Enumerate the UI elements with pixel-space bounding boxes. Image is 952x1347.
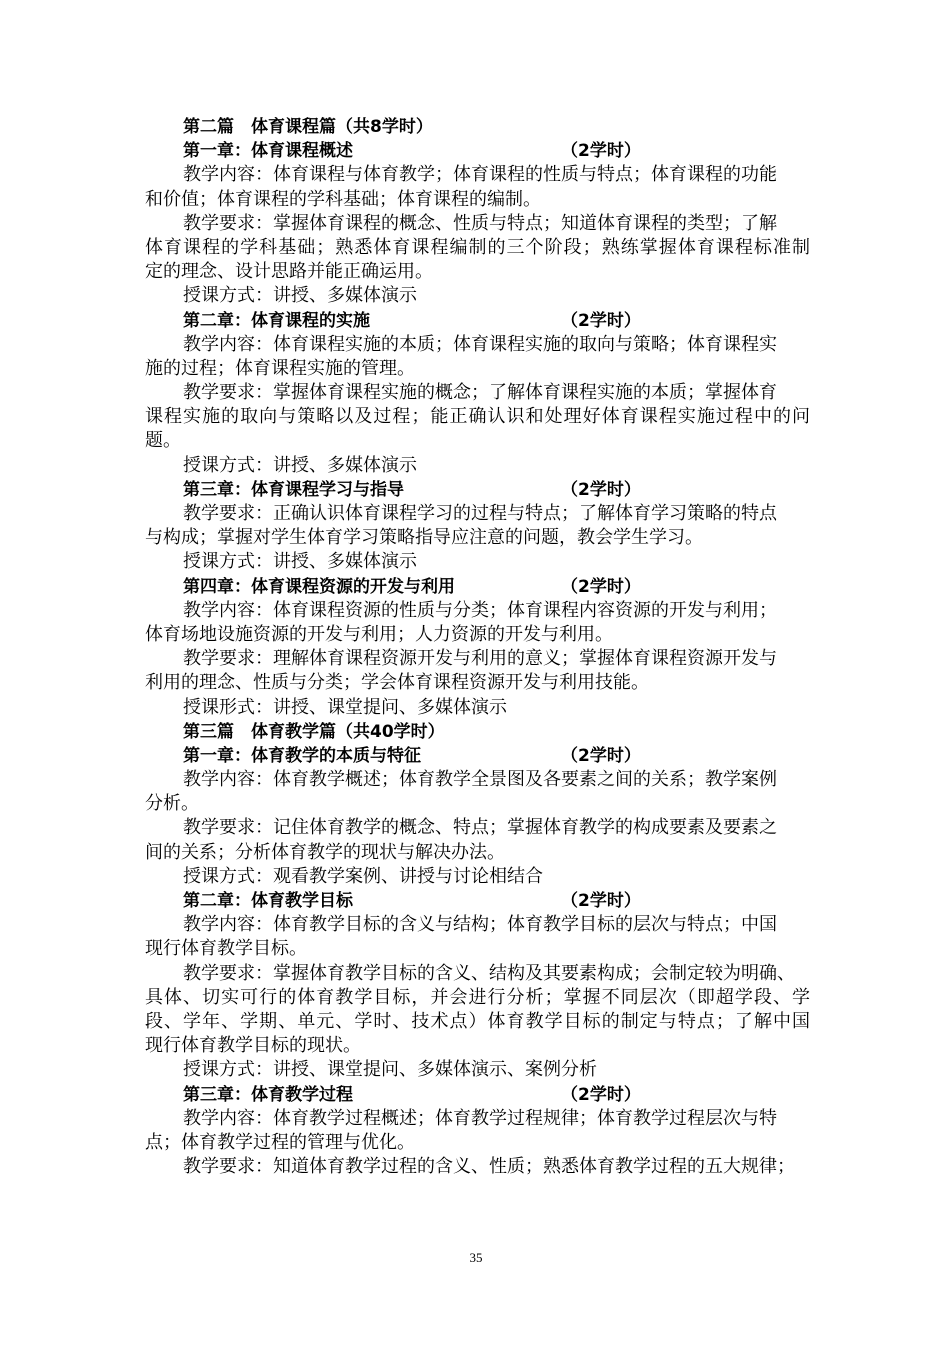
- body-text-line: 授课方式：讲授、多媒体演示: [183, 454, 417, 476]
- heading-hours: （2学时）: [561, 576, 641, 597]
- body-text-line: 教学要求：掌握体育课程的概念、性质与特点；知道体育课程的类型；了解: [183, 212, 777, 234]
- body-text-line: 体育场地设施资源的开发与利用；人力资源的开发与利用。: [145, 623, 613, 645]
- body-text-line: 与构成；掌握对学生体育学习策略指导应注意的问题，教会学生学习。: [145, 527, 703, 549]
- body-text-line: 授课形式：讲授、课堂提问、多媒体演示: [183, 696, 507, 718]
- page-number: 35: [469, 1250, 483, 1265]
- heading-title: 第三篇 体育教学篇（共40学时）: [183, 721, 445, 742]
- body-text-line: 具体、切实可行的体育教学目标，并会进行分析；掌握不同层次（即超学段、学: [145, 986, 810, 1008]
- section-heading: [145, 575, 810, 599]
- body-text-line: 利用的理念、性质与分类；学会体育课程资源开发与利用技能。: [145, 672, 649, 694]
- heading-hours: （2学时）: [561, 891, 641, 911]
- body-text-line: 教学要求：正确认识体育课程学习的过程与特点；了解体育学习策略的特点: [183, 503, 777, 524]
- heading-hours: （2学时）: [561, 310, 641, 331]
- body-text-line: 施的过程；体育课程实施的管理。: [145, 357, 415, 379]
- body-text-line: 教学内容：体育课程资源的性质与分类；体育课程内容资源的开发与利用；: [183, 599, 777, 621]
- body-text-line: 教学内容：体育课程与体育教学；体育课程的性质与特点；体育课程的功能: [183, 164, 777, 186]
- body-text-line: 教学要求：理解体育课程资源开发与利用的意义；掌握体育课程资源开发与: [183, 648, 777, 670]
- body-text-line: 定的理念、设计思路并能正确运用。: [145, 261, 433, 283]
- body-text-line: 教学内容：体育教学过程概述；体育教学过程规律；体育教学过程层次与特: [183, 1107, 777, 1129]
- body-text-line: 教学内容：体育教学目标的含义与结构；体育教学目标的层次与特点；中国: [183, 914, 777, 936]
- body-text-line: 分析。: [145, 793, 199, 815]
- section-heading: [145, 115, 810, 139]
- body-text-line: 间的关系；分析体育教学的现状与解决办法。: [145, 841, 505, 863]
- section-heading: [145, 889, 810, 913]
- body-text-line: 教学要求：知道体育教学过程的含义、性质；熟悉体育教学过程的五大规律；: [183, 1156, 795, 1178]
- section-heading: [145, 1083, 810, 1107]
- heading-hours: （2学时）: [561, 1084, 641, 1105]
- heading-title: 第四章：体育课程资源的开发与利用: [183, 576, 455, 597]
- section-heading: [145, 720, 810, 744]
- body-text-line: 授课方式：讲授、多媒体演示: [183, 285, 417, 307]
- body-text-line: 题。: [145, 430, 181, 452]
- body-text-line: 和价值；体育课程的学科基础；体育课程的编制。: [145, 188, 541, 210]
- body-text-line: 教学要求：掌握体育教学目标的含义、结构及其要素构成；会制定较为明确、: [183, 962, 795, 984]
- section-heading: [145, 309, 810, 333]
- heading-title: 第三章：体育课程学习与指导: [183, 479, 404, 500]
- body-text-line: 段、学年、学期、单元、学时、技术点）体育教学目标的制定与特点；了解中国: [145, 1010, 810, 1032]
- heading-title: 第一章：体育教学的本质与特征: [183, 745, 421, 766]
- body-text-line: 体育课程的学科基础；熟悉体育课程编制的三个阶段；熟练掌握体育课程标准制: [145, 236, 810, 258]
- body-text-line: 教学要求：掌握体育课程实施的概念；了解体育课程实施的本质；掌握体育: [183, 382, 777, 404]
- body-text-line: 点；体育教学过程的管理与优化。: [145, 1131, 415, 1153]
- body-text-line: 教学内容：体育教学概述；体育教学全景图及各要素之间的关系；教学案例: [183, 769, 777, 791]
- heading-title: 第二章：体育教学目标: [183, 891, 353, 911]
- body-text-line: 授课方式：观看教学案例、讲授与讨论相结合: [183, 865, 543, 887]
- heading-hours: （2学时）: [561, 141, 641, 162]
- heading-hours: （2学时）: [561, 479, 641, 500]
- heading-title: 第二篇 体育课程篇（共8学时）: [183, 117, 433, 137]
- heading-title: 第三章：体育教学过程: [183, 1084, 353, 1105]
- section-heading: [145, 478, 810, 502]
- document-body: [145, 115, 810, 1179]
- heading-title: 第一章：体育课程概述: [183, 141, 353, 162]
- body-text-line: 现行体育教学目标。: [145, 938, 307, 960]
- body-text-line: 授课方式：讲授、课堂提问、多媒体演示、案例分析: [183, 1059, 597, 1081]
- heading-title: 第二章：体育课程的实施: [183, 310, 370, 331]
- body-text-line: 教学要求：记住体育教学的概念、特点；掌握体育教学的构成要素及要素之: [183, 817, 777, 839]
- heading-hours: （2学时）: [561, 745, 641, 766]
- body-text-line: 现行体育教学目标的现状。: [145, 1035, 361, 1057]
- body-text-line: 课程实施的取向与策略以及过程；能正确认识和处理好体育课程实施过程中的问: [145, 406, 810, 428]
- section-heading: [145, 139, 810, 163]
- body-text-line: 教学内容：体育课程实施的本质；体育课程实施的取向与策略；体育课程实: [183, 333, 777, 355]
- body-text-line: 授课方式：讲授、多媒体演示: [183, 551, 417, 573]
- section-heading: [145, 744, 810, 768]
